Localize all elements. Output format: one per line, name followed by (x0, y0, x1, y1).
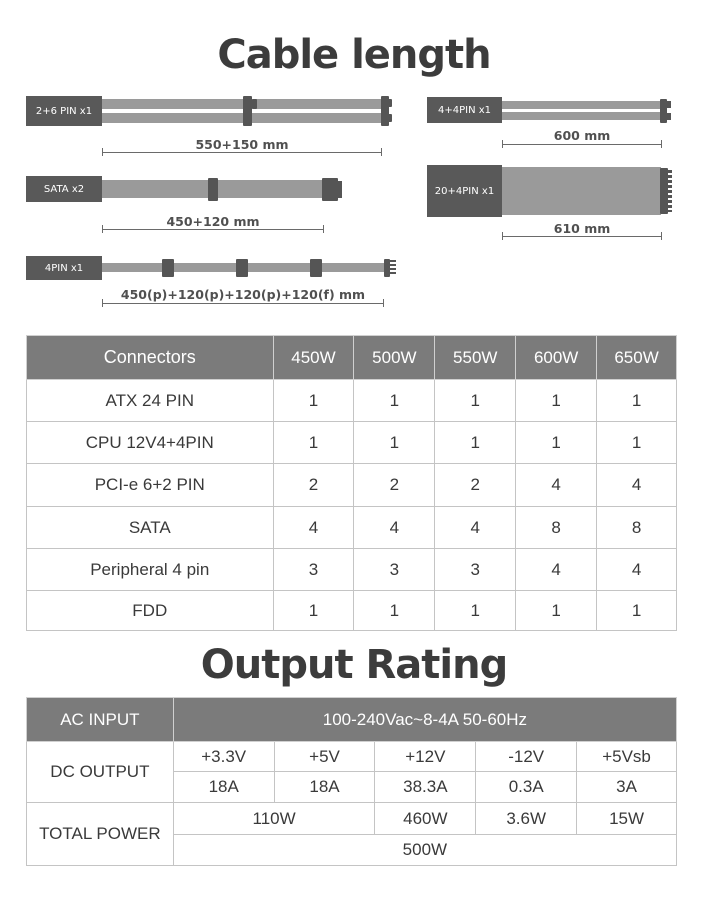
table-cell: 1 (354, 422, 435, 464)
table-cell: 1 (273, 591, 354, 631)
rail-current: 3A (577, 772, 677, 803)
table-cell: 8 (597, 507, 677, 549)
output-rating-title: Output Rating (200, 642, 508, 688)
table-row (27, 507, 677, 549)
table-row (27, 549, 677, 591)
cable-length: 610 mm (553, 221, 611, 236)
table-cell: 1 (354, 380, 435, 422)
power-split-row (27, 803, 677, 835)
table-cell: 4 (435, 507, 516, 549)
rail-voltage: +5Vsb (577, 742, 677, 772)
rail-voltage: -12V (476, 742, 577, 772)
rail-current: 18A (173, 772, 274, 803)
connector-name: SATA (27, 507, 274, 549)
rail-power: 460W (375, 803, 476, 835)
connector-name: Peripheral 4 pin (27, 549, 274, 591)
rail-voltage: +5V (274, 742, 375, 772)
table-row (27, 591, 677, 631)
table-cell: 2 (354, 464, 435, 507)
connector-name: CPU 12V4+4PIN (27, 422, 274, 464)
connectors-table (26, 335, 677, 631)
table-row (27, 380, 677, 422)
table-cell: 1 (435, 422, 516, 464)
table-header-row (27, 336, 677, 380)
rail-current: 0.3A (476, 772, 577, 803)
cable-label: 4PIN x1 (26, 256, 102, 280)
table-row (27, 422, 677, 464)
table-cell: 1 (273, 380, 354, 422)
rail-voltage: +12V (375, 742, 476, 772)
table-cell: 8 (516, 507, 597, 549)
table-cell: 1 (597, 380, 677, 422)
rail-voltage: +3.3V (173, 742, 274, 772)
column-header: 450W (273, 336, 354, 380)
cable-length: 550+150 mm (195, 137, 289, 152)
connector-name: FDD (27, 591, 274, 631)
rail-power: 15W (577, 803, 677, 835)
total-power-label: TOTAL POWER (27, 803, 174, 866)
table-cell: 1 (597, 422, 677, 464)
ac-input-row (27, 698, 677, 742)
table-cell: 4 (516, 549, 597, 591)
cable-label: 20+4PIN x1 (427, 165, 502, 217)
table-cell: 4 (597, 464, 677, 507)
cable-length: 450+120 mm (166, 214, 260, 229)
cable-length-title: Cable length (217, 32, 491, 78)
table-cell: 1 (516, 380, 597, 422)
cable-label: SATA x2 (26, 176, 102, 202)
cable-length: 600 mm (553, 128, 611, 143)
dc-rails-row (27, 742, 677, 772)
connector-name: ATX 24 PIN (27, 380, 274, 422)
table-cell: 3 (273, 549, 354, 591)
table-cell: 2 (273, 464, 354, 507)
output-rating-table (26, 697, 677, 866)
table-cell: 1 (516, 591, 597, 631)
total-power-value: 500W (173, 835, 676, 866)
table-cell: 1 (435, 591, 516, 631)
connector-name: PCI-e 6+2 PIN (27, 464, 274, 507)
table-cell: 2 (435, 464, 516, 507)
dc-output-label: DC OUTPUT (27, 742, 174, 803)
column-header: Connectors (27, 336, 274, 380)
table-cell: 1 (597, 591, 677, 631)
column-header: 550W (435, 336, 516, 380)
table-row (27, 464, 677, 507)
column-header: 650W (597, 336, 677, 380)
table-cell: 1 (273, 422, 354, 464)
table-cell: 1 (354, 591, 435, 631)
rail-power: 3.6W (476, 803, 577, 835)
table-cell: 3 (435, 549, 516, 591)
rail-current: 18A (274, 772, 375, 803)
ac-input-label: AC INPUT (27, 698, 174, 742)
table-cell: 4 (516, 464, 597, 507)
cable-label: 2+6 PIN x1 (26, 96, 102, 126)
table-cell: 4 (273, 507, 354, 549)
cable-length: 450(p)+120(p)+120(p)+120(f) mm (120, 287, 366, 302)
column-header: 500W (354, 336, 435, 380)
column-header: 600W (516, 336, 597, 380)
rail-current: 38.3A (375, 772, 476, 803)
ac-input-value: 100-240Vac~8-4A 50-60Hz (173, 698, 676, 742)
table-cell: 1 (516, 422, 597, 464)
rail-power: 110W (173, 803, 375, 835)
cable-label: 4+4PIN x1 (427, 97, 502, 123)
table-cell: 4 (354, 507, 435, 549)
table-cell: 1 (435, 380, 516, 422)
table-cell: 4 (597, 549, 677, 591)
table-cell: 3 (354, 549, 435, 591)
